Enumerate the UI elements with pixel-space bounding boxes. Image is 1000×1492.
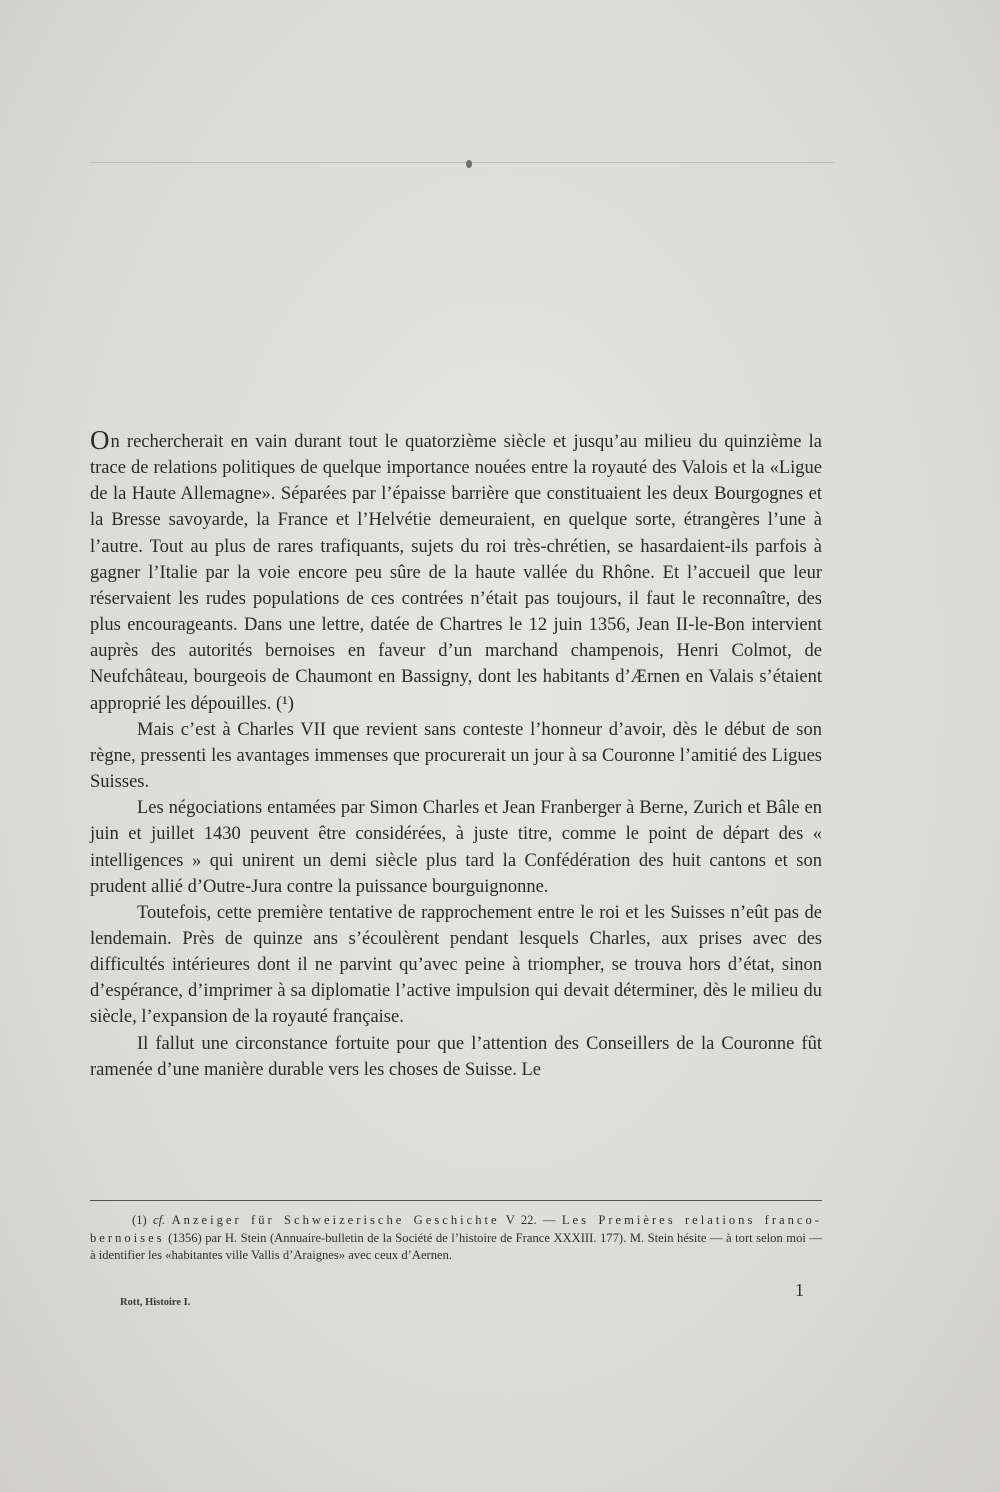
page-number: 1: [795, 1280, 804, 1300]
printer-signature-mark: Rott, Histoire I.: [120, 1297, 191, 1308]
paragraph-3: Les négociations entamées par Simon Charles et Jean Franberger à Berne, Zurich et Bâle en juin et juillet 1430 peuvent être considérées, à juste titre, comme le point de départ des « intelligences » qui unirent un demi siècle plus tard la Confédération des huit cantons et son prudent allié d’Outre-Jura contre la puissance bourguignonne.: [90, 798, 822, 897]
footnote-rule: [90, 1200, 822, 1201]
show-through-rule: [90, 162, 835, 163]
footnote-cf: cf.: [153, 1213, 166, 1227]
footnote-rest: (1356) par H. Stein (Annuaire-bulletin de la Société de l’histoire de France XXXIII. 177). M. Stein hésite — à tort selon moi — à identifier les «habitantes ville Vallis d’Araignes» avec ceux d’Aernen.: [90, 1230, 822, 1263]
paragraph-1-text: n rechercherait en vain durant tout le quatorzième siècle et jusqu’au milieu du quinzième la trace de relations politiques de quelque importance nouées entre la royauté des Valois et la «Ligue de la Haute Allemagne». Séparées par l’épaisse barrière que constituaient les deux Bourgognes et la Bresse savoyarde, la France et l’Helvétie demeuraient, en quelque sorte, étrangères l’une à l’autre. Tout au plus de rares trafiquants, sujets du roi très-chrétien, se hasardaient-ils parfois à gagner l’Italie par la voie encore peu sûre de la haute vallée du Rhône. Et l’accueil que leur réservaient les rudes populations de ces contrées n’était pas toujours, il faut le reconnaître, des plus encourageants. Dans une lettre, datée de Chartres le 12 juin 1356, Jean II-le-Bon intervient auprès des autorités bernoises en faveur d’un marchand champenois, Henri Colmot, de Neufchâteau, bourgeois de Chaumont en Bassigny, dont les habitants d’Ærnen en Valais s’étaient approprié les dépouilles.: [90, 432, 822, 714]
footnote-journal: Anzeiger für Schweizerische Geschichte: [171, 1213, 500, 1227]
footnote-journal-ref: V 22. —: [505, 1213, 556, 1227]
main-text: [90, 425, 822, 1083]
paragraph-5: Il fallut une circonstance fortuite pour que l’attention des Conseillers de la Couronne fût ramenée d’une manière durable vers les choses de Suisse. Le: [90, 1033, 822, 1080]
footnote-reference: (¹): [275, 693, 294, 714]
ink-speck: [466, 160, 472, 168]
drop-cap: O: [90, 425, 110, 455]
paragraph-2: Mais c’est à Charles VII que revient sans conteste l’honneur d’avoir, dès le début de son règne, pressenti les avantages immenses que procurerait un jour à sa Couronne l’amitié des Ligues Suisses.: [90, 719, 822, 793]
paragraph-1: [90, 425, 822, 717]
paragraph-4: Toutefois, cette première tentative de rapprochement entre le roi et les Suisses n’eût pas de lendemain. Près de quinze ans s’écoulèrent pendant lesquels Charles, aux prises avec des difficultés intérieures dont il ne parvint qu’avec peine à triompher, se trouva hors d’état, sinon d’espérance, d’imprimer à sa diplomatie l’active impulsion qui devait déterminer, dès le milieu du siècle, l’expansion de la royauté française.: [90, 902, 822, 1028]
footnote-article: Les Premières relations franco-bernoises: [90, 1213, 823, 1245]
footnote: [90, 1212, 822, 1265]
footnote-text: [90, 1212, 822, 1265]
footnote-marker: (1): [132, 1213, 147, 1227]
